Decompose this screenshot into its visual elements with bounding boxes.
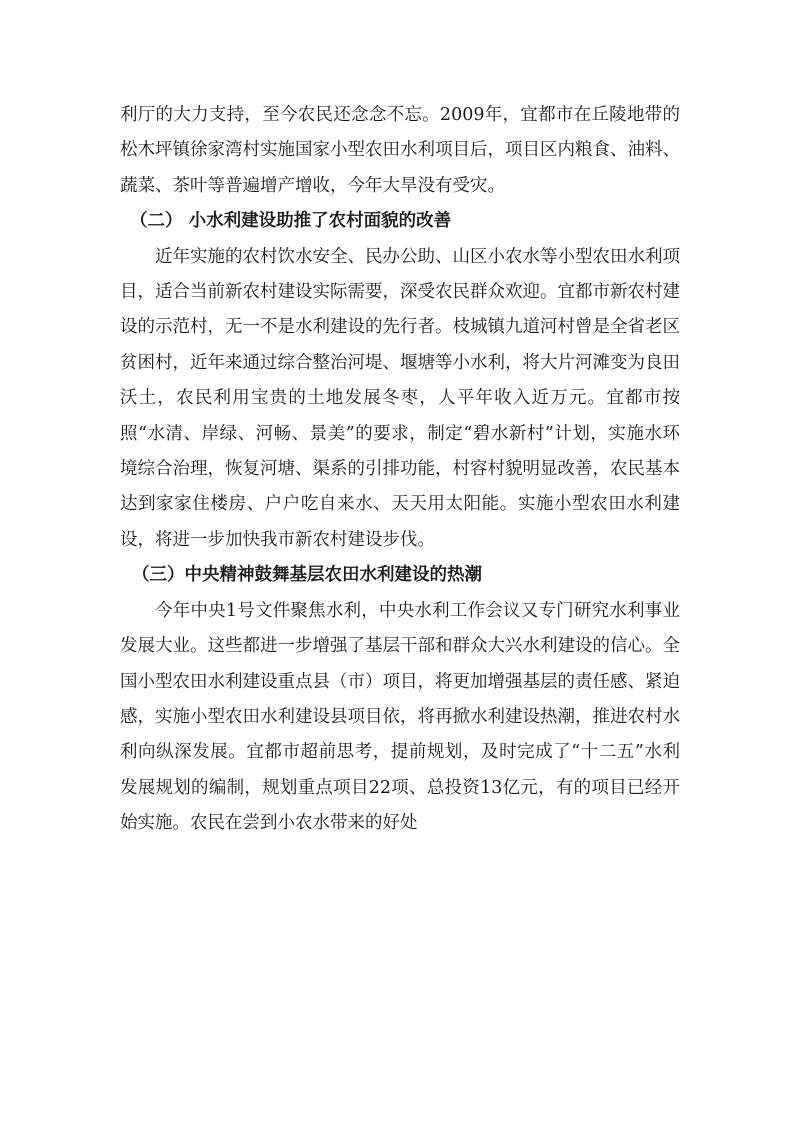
paragraph-central-policy: 今年中央1号文件聚焦水利，中央水利工作会议又专门研究水利事业发展大业。这些都进一步增强了基层干部和群众大兴水利建设的信心。全国小型农田水利建设重点县（市）项目，将更加增强基层的责任感、紧迫感，实施小型农田水利建设县项目依，将再掀水利建设热潮，推进农村水利向纵深发展。宜都市超前思考，提前规划，及时完成了“十二五”水利发展规划的编制，规划重点项目22项、总投资13亿元，有的项目已经开始实施。农民在尝到小农水带来的好处	[120, 600, 680, 834]
section-heading-two: （二） 小水利建设助推了农村面貌的改善	[130, 211, 452, 232]
paragraph-rural-appearance: 近年实施的农村饮水安全、民办公助、山区小农水等小型农田水利项目，适合当前新农村建设实际需要，深受农民群众欢迎。宜都市新农村建设的示范村，无一不是水利建设的先行者。枝城镇九道河村曾是全省老区贫困村，近年来通过综合整治河堤、堰塘等小水利，将大片河滩变为良田沃土，农民利用宝贵的土地发展冬枣，人平年收入近万元。宜都市按照“水清、岸绿、河畅、景美”的要求，制定“碧水新村”计划，实施水环境综合治理，恢复河塘、渠系的引排功能，村容村貌明显改善，农民基本达到家家住楼房、户户吃自来水、天天用太阳能。实施小型农田水利建设，将进一步加快我市新农村建设步伐。	[120, 246, 680, 550]
paragraph-continued: 利厅的大力支持，至今农民还念念不忘。2009年，宜都市在丘陵地带的松木坪镇徐家湾村实施国家小型农田水利项目后，项目区内粮食、油料、蔬菜、茶叶等普遍增产增收，今年大旱没有受灾。	[120, 105, 680, 196]
document-body	[120, 98, 680, 842]
section-heading-three: （三）中央精神鼓舞基层农田水利建设的热潮	[132, 565, 482, 586]
